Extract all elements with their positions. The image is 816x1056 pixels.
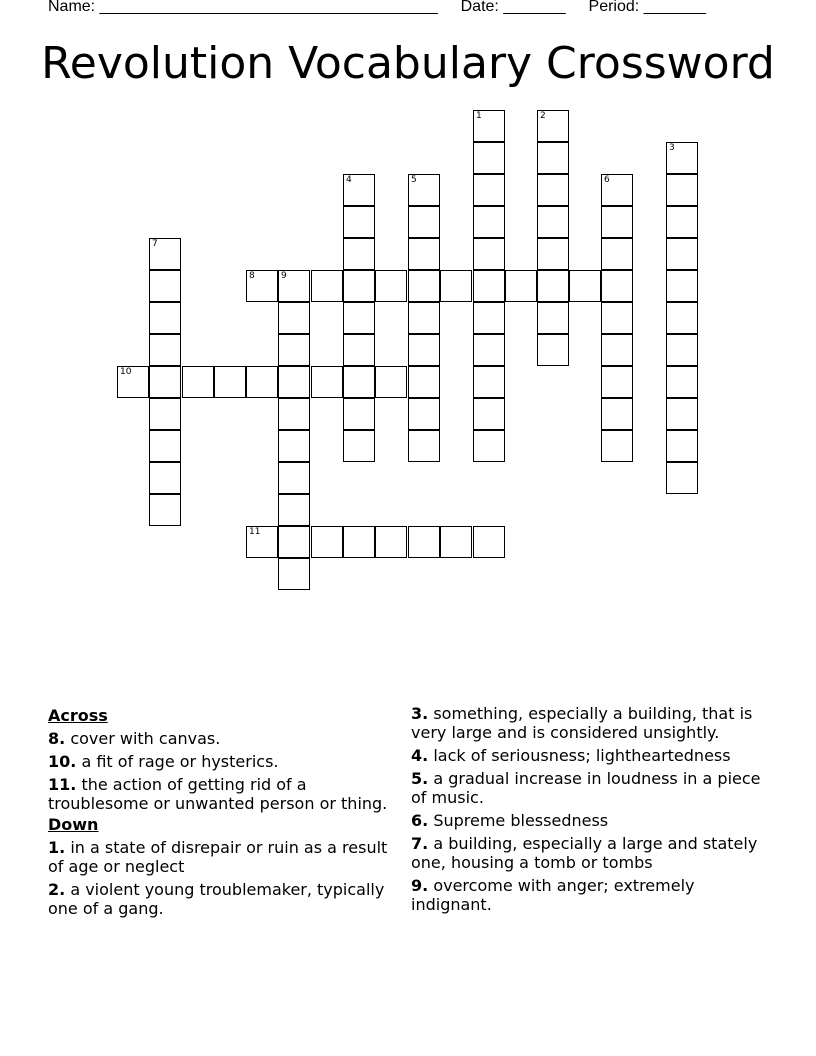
clue-down-2: 2. a violent young troublemaker, typically one of a gang. xyxy=(48,880,385,918)
grid-cell[interactable] xyxy=(473,206,505,238)
grid-cell[interactable] xyxy=(473,302,505,334)
clue-across-10: 10. a fit of rage or hysterics. xyxy=(48,752,279,771)
grid-cell[interactable] xyxy=(408,366,440,398)
clue-across-8: 8. cover with canvas. xyxy=(48,729,221,748)
clue-down-3: 3. something, especially a building, that is very large and is considered unsightly. xyxy=(411,704,753,742)
grid-cell[interactable] xyxy=(408,302,440,334)
grid-cell[interactable] xyxy=(343,526,375,558)
grid-cell[interactable] xyxy=(343,238,375,270)
grid-cell-11[interactable] xyxy=(246,526,278,558)
grid-cell[interactable] xyxy=(408,206,440,238)
grid-cell[interactable] xyxy=(278,302,310,334)
grid-cell[interactable] xyxy=(666,238,698,270)
page-title: Revolution Vocabulary Crossword xyxy=(41,38,775,89)
grid-cell[interactable] xyxy=(473,142,505,174)
grid-cell[interactable] xyxy=(440,270,472,302)
grid-cell[interactable] xyxy=(666,462,698,494)
grid-cell[interactable] xyxy=(666,270,698,302)
grid-cell[interactable] xyxy=(278,462,310,494)
grid-cell[interactable] xyxy=(601,430,633,462)
grid-cell[interactable] xyxy=(537,142,569,174)
grid-cell[interactable] xyxy=(473,174,505,206)
grid-cell[interactable] xyxy=(537,302,569,334)
grid-cell[interactable] xyxy=(214,366,246,398)
period-label: Period: xyxy=(588,0,640,15)
grid-cell[interactable] xyxy=(601,366,633,398)
grid-cell[interactable] xyxy=(473,270,505,302)
clue-down-9: 9. overcome with anger; extremely indignant. xyxy=(411,876,695,914)
grid-cell[interactable] xyxy=(408,398,440,430)
grid-cell[interactable] xyxy=(278,494,310,526)
clue-number: 6 xyxy=(604,175,610,185)
grid-cell[interactable] xyxy=(246,366,278,398)
grid-cell[interactable] xyxy=(149,302,181,334)
grid-cell[interactable] xyxy=(666,174,698,206)
grid-cell[interactable] xyxy=(473,430,505,462)
grid-cell[interactable] xyxy=(601,302,633,334)
grid-cell[interactable] xyxy=(375,526,407,558)
grid-cell[interactable] xyxy=(473,334,505,366)
clues-right-column xyxy=(411,704,761,914)
grid-cell[interactable] xyxy=(343,270,375,302)
clue-number: 9 xyxy=(281,271,287,281)
clue-number: 8 xyxy=(249,271,255,281)
clue-across-11: 11. the action of getting rid of a troublesome or unwanted person or thing. xyxy=(48,775,388,813)
down-heading: Down xyxy=(48,815,99,834)
grid-cell[interactable] xyxy=(666,398,698,430)
clue-number: 11 xyxy=(249,527,261,537)
clue-number: 2 xyxy=(540,111,546,121)
grid-cell-10[interactable] xyxy=(117,366,149,398)
grid-cell[interactable] xyxy=(149,366,181,398)
clue-down-6: 6. Supreme blessedness xyxy=(411,811,609,830)
grid-cell[interactable] xyxy=(311,526,343,558)
grid-cell[interactable] xyxy=(149,494,181,526)
grid-cell[interactable] xyxy=(408,270,440,302)
grid-cell[interactable] xyxy=(278,430,310,462)
grid-cell-7[interactable] xyxy=(149,238,181,270)
grid-cell-3[interactable] xyxy=(666,142,698,174)
clue-number: 1 xyxy=(476,111,482,121)
grid-cell[interactable] xyxy=(311,366,343,398)
clue-number: 3 xyxy=(669,143,675,153)
grid-cell-4[interactable] xyxy=(343,174,375,206)
grid-cell[interactable] xyxy=(601,238,633,270)
grid-cell[interactable] xyxy=(666,366,698,398)
grid-cell[interactable] xyxy=(278,526,310,558)
grid-cell[interactable] xyxy=(601,270,633,302)
grid-cell[interactable] xyxy=(537,174,569,206)
clues-left-column xyxy=(48,704,388,918)
grid-cell[interactable] xyxy=(601,206,633,238)
grid-cell[interactable] xyxy=(666,334,698,366)
grid-cell-2[interactable] xyxy=(537,110,569,142)
clue-down-5: 5. a gradual increase in loudness in a piece of music. xyxy=(411,769,761,807)
grid-cell[interactable] xyxy=(666,302,698,334)
grid-cell[interactable] xyxy=(473,238,505,270)
clue-down-4: 4. lack of seriousness; lightheartedness xyxy=(411,746,731,765)
clue-number: 4 xyxy=(346,175,352,185)
grid-cell[interactable] xyxy=(537,238,569,270)
grid-cell[interactable] xyxy=(149,270,181,302)
grid-cell[interactable] xyxy=(440,526,472,558)
grid-cell[interactable] xyxy=(278,334,310,366)
grid-cell[interactable] xyxy=(182,366,214,398)
grid-cell[interactable] xyxy=(343,430,375,462)
grid-cell[interactable] xyxy=(408,334,440,366)
grid-cell[interactable] xyxy=(149,430,181,462)
date-label: Date: xyxy=(460,0,499,15)
clue-down-7: 7. a building, especially a large and stately one, housing a tomb or tombs xyxy=(411,834,758,872)
name-label: Name: xyxy=(48,0,96,15)
grid-cell[interactable] xyxy=(569,270,601,302)
grid-cell[interactable] xyxy=(408,526,440,558)
grid-cell[interactable] xyxy=(408,238,440,270)
clue-number: 5 xyxy=(411,175,417,185)
grid-cell[interactable] xyxy=(375,270,407,302)
grid-cell[interactable] xyxy=(666,206,698,238)
across-heading: Across xyxy=(48,706,108,725)
grid-cell[interactable] xyxy=(537,334,569,366)
grid-cell[interactable] xyxy=(278,558,310,590)
grid-cell[interactable] xyxy=(149,334,181,366)
grid-cell-8[interactable] xyxy=(246,270,278,302)
grid-cell[interactable] xyxy=(149,398,181,430)
grid-cell[interactable] xyxy=(311,270,343,302)
grid-cell[interactable] xyxy=(473,366,505,398)
grid-cell[interactable] xyxy=(473,526,505,558)
date-blank[interactable]: _______ xyxy=(503,0,566,15)
grid-cell[interactable] xyxy=(278,366,310,398)
student-info-header xyxy=(48,0,706,16)
grid-cell[interactable] xyxy=(375,366,407,398)
grid-cell[interactable] xyxy=(343,206,375,238)
grid-cell[interactable] xyxy=(537,270,569,302)
grid-cell[interactable] xyxy=(149,462,181,494)
clue-down-1: 1. in a state of disrepair or ruin as a result of age or neglect xyxy=(48,838,388,876)
grid-cell[interactable] xyxy=(343,398,375,430)
grid-cell[interactable] xyxy=(601,398,633,430)
grid-cell[interactable] xyxy=(505,270,537,302)
grid-cell-1[interactable] xyxy=(473,110,505,142)
grid-cell-6[interactable] xyxy=(601,174,633,206)
grid-cell[interactable] xyxy=(666,430,698,462)
grid-cell[interactable] xyxy=(408,430,440,462)
grid-cell-5[interactable] xyxy=(408,174,440,206)
grid-cell[interactable] xyxy=(537,206,569,238)
grid-cell[interactable] xyxy=(343,334,375,366)
grid-cell[interactable] xyxy=(343,302,375,334)
grid-cell[interactable] xyxy=(601,334,633,366)
grid-cell[interactable] xyxy=(473,398,505,430)
clue-number: 7 xyxy=(152,239,158,249)
period-blank[interactable]: _______ xyxy=(643,0,706,15)
clue-number: 10 xyxy=(120,367,132,377)
grid-cell[interactable] xyxy=(278,398,310,430)
grid-cell-9[interactable] xyxy=(278,270,310,302)
grid-cell[interactable] xyxy=(343,366,375,398)
name-blank[interactable]: ______________________________________ xyxy=(99,0,438,15)
